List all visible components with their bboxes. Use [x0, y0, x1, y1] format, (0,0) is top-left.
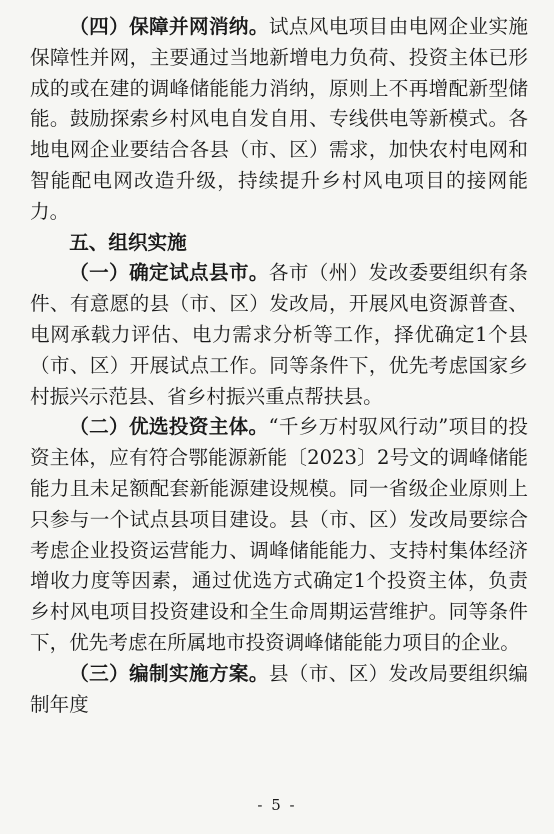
section-heading: 五、组织实施 — [69, 230, 187, 254]
paragraph-grid-connection — [30, 12, 528, 228]
paragraph-text: 县（市、区）发改局要组织编制年度 — [30, 661, 529, 716]
paragraph-lead: （四）保障并网消纳。 — [69, 15, 269, 38]
paragraph-text: 各市（州）发改委要组织有条件、有意愿的县（市、区）发改局，开展风电资源普查、电网承载力评估、电力需求分析等工作，择优确定1个县（市、区）开展试点工作。同等条件下，优先考虑国家乡村振兴示范县、省乡村振兴重点帮扶县。 — [30, 261, 529, 408]
document-body — [30, 12, 528, 720]
page-number: - 5 - — [257, 796, 297, 814]
paragraph-implementation-plan — [30, 659, 528, 721]
paragraph-text: “千乡万村驭风行动”项目的投资主体，应有符合鄂能源新能〔2023〕2号文的调峰储能能力且未足额配套新能源建设规模。同一省级企业原则上只参与一个试点县项目建设。县（市、区）发改局要综合考虑企业投资运营能力、调峰储能能力、支持村集体经济增收力度等因素，通过优选方式确定1个投资主体，负责乡村风电项目投资建设和全生命周期运营维护。同等条件下，优先考虑在所属地市投资调峰储能能力项目的企业。 — [30, 415, 528, 654]
paragraph-text: 试点风电项目由电网企业实施保障性并网，主要通过当地新增电力负荷、投资主体已形成的或在建的调峰储能能力消纳，原则上不再增配新型储能。鼓励探索乡村风电自发自用、专线供电等新模式。各地电网企业要结合各县（市、区）需求，加快农村电网和智能配电网改造升级，持续提升乡村风电项目的接网能力。 — [30, 15, 529, 223]
paragraph-lead: （一）确定试点县市。 — [69, 261, 269, 285]
paragraph-pilot-counties — [30, 258, 528, 412]
paragraph-lead: （二）优选投资主体。 — [69, 415, 269, 439]
paragraph-investment-entity — [30, 412, 528, 658]
paragraph-lead: （三）编制实施方案。 — [69, 661, 269, 685]
